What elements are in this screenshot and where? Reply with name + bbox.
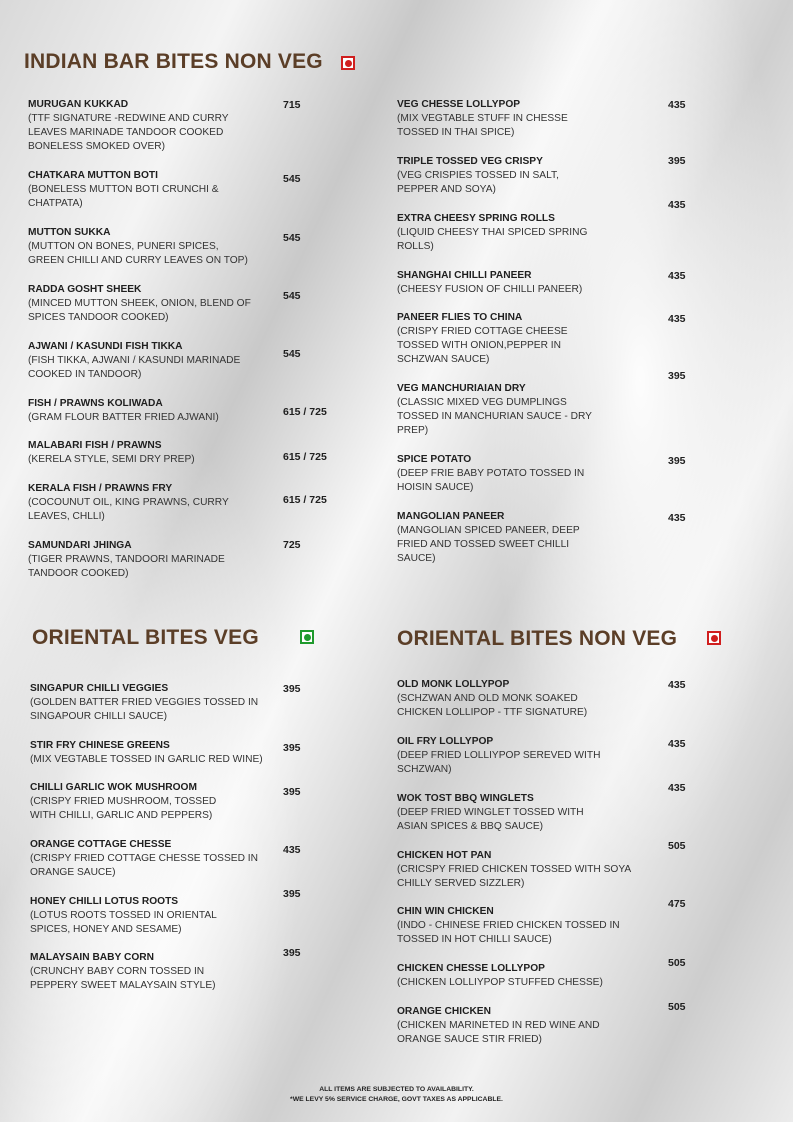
menu-item-mangolian-paneer — [397, 510, 580, 566]
item-name: SINGAPUR CHILLI VEGGIES — [30, 683, 169, 694]
item-price: 545 — [283, 348, 301, 360]
item-description: (LIQUID CHEESY THAI SPICED SPRING ROLLS) — [397, 227, 588, 252]
menu-item-chilli-garlic-wok-mushroom — [30, 781, 216, 823]
item-description: (BONELESS MUTTON BOTI CRUNCHI & CHATPATA) — [28, 184, 219, 209]
availability-note: ALL ITEMS ARE SUBJECTED TO AVAILABILITY. — [319, 1086, 474, 1093]
item-name: VEG MANCHURIAIAN DRY — [397, 383, 526, 394]
item-price: 545 — [283, 232, 301, 244]
item-description: (INDO - CHINESE FRIED CHICKEN TOSSED IN TOSSED IN HOT CHILLI SAUCE) — [397, 920, 620, 945]
item-name: CHIN WIN CHICKEN — [397, 906, 494, 917]
item-name: WOK TOST BBQ WINGLETS — [397, 793, 534, 804]
item-name: SAMUNDARI JHINGA — [28, 540, 132, 551]
item-price: 395 — [283, 786, 301, 798]
menu-item-oil-fry-lollypop — [397, 735, 600, 777]
item-description: (CHICKEN MARINETED IN RED WINE AND ORANGE SAUCE STIR FRIED) — [397, 1020, 600, 1045]
item-price: 395 — [283, 888, 301, 900]
item-name: OIL FRY LOLLYPOP — [397, 736, 494, 747]
menu-item-extra-cheesy-spring-rolls — [397, 212, 587, 254]
item-name: SPICE POTATO — [397, 454, 472, 465]
item-name: ORANGE CHICKEN — [397, 1006, 491, 1017]
item-name: STIR FRY CHINESE GREENS — [30, 740, 170, 751]
item-description: (SCHZWAN AND OLD MONK SOAKED CHICKEN LOLLIPOP - TTF SIGNATURE) — [397, 693, 588, 718]
menu-item-mutton-sukka — [28, 226, 248, 268]
item-description: (MANGOLIAN SPICED PANEER, DEEP FRIED AND TOSSED SWEET CHILLI SAUCE) — [397, 525, 580, 564]
item-description: (DEEP FRIE BABY POTATO TOSSED IN HOISIN SAUCE) — [397, 468, 585, 493]
item-price: 395 — [283, 742, 301, 754]
item-description: (CHEESY FUSION OF CHILLI PANEER) — [397, 284, 583, 295]
item-description: (CRISPY FRIED MUSHROOM, TOSSED WITH CHILLI, GARLIC AND PEPPERS) — [30, 796, 217, 821]
item-price: 475 — [668, 898, 686, 910]
menu-item-chin-win-chicken — [397, 905, 620, 947]
item-name: EXTRA CHEESY SPRING ROLLS — [397, 213, 555, 224]
menu-item-veg-chesse-lollypop — [397, 98, 568, 140]
menu-item-honey-chilli-lotus-roots — [30, 895, 217, 937]
item-name: RADDA GOSHT SHEEK — [28, 284, 142, 295]
menu-item-ajwani-kasundi-fish-tikka — [28, 340, 240, 382]
menu-item-singapur-chilli-veggies — [30, 682, 258, 724]
item-price: 395 — [668, 370, 686, 382]
item-description: (KERELA STYLE, SEMI DRY PREP) — [28, 454, 195, 465]
item-name: CHICKEN HOT PAN — [397, 850, 492, 861]
item-price: 395 — [283, 683, 301, 695]
item-price: 545 — [283, 173, 301, 185]
item-description: (LOTUS ROOTS TOSSED IN ORIENTAL SPICES, HONEY AND SESAME) — [30, 910, 217, 935]
menu-item-malabari-fish-prawns — [28, 439, 195, 467]
menu-item-spice-potato — [397, 453, 584, 495]
item-description: (COCOUNUT OIL, KING PRAWNS, CURRY LEAVES, CHLLI) — [28, 497, 229, 522]
menu-item-chicken-chesse-lollypop — [397, 962, 603, 990]
menu-item-triple-tossed-veg-crispy — [397, 155, 559, 197]
item-price: 615 / 725 — [283, 451, 327, 463]
item-price: 435 — [668, 738, 686, 750]
item-price: 615 / 725 — [283, 494, 327, 506]
non-veg-symbol-icon — [707, 631, 721, 645]
service-charge-note: *WE LEVY 5% SERVICE CHARGE, GOVT TAXES AS APPLICABLE. — [290, 1096, 503, 1103]
item-description: (MINCED MUTTON SHEEK, ONION, BLEND OF SPICES TANDOOR COOKED) — [28, 298, 251, 323]
item-name: SHANGHAI CHILLI PANEER — [397, 270, 532, 281]
item-description: (CLASSIC MIXED VEG DUMPLINGS TOSSED IN MANCHURIAN SAUCE - DRY PREP) — [397, 397, 592, 436]
footer-notes — [0, 1085, 793, 1105]
item-price: 715 — [283, 99, 301, 111]
item-price: 435 — [668, 782, 686, 794]
menu-item-radda-gosht-sheek — [28, 283, 251, 325]
item-name: MALABARI FISH / PRAWNS — [28, 440, 162, 451]
item-description: (TTF SIGNATURE -REDWINE AND CURRY LEAVES MARINADE TANDOOR COOKED BONELESS SMOKED OVER) — [28, 113, 229, 152]
menu-item-malaysain-baby-corn — [30, 951, 216, 993]
menu-item-shanghai-chilli-paneer — [397, 269, 582, 297]
item-name: HONEY CHILLI LOTUS ROOTS — [30, 896, 179, 907]
item-name: CHILLI GARLIC WOK MUSHROOM — [30, 782, 197, 793]
menu-item-orange-cottage-chesse — [30, 838, 258, 880]
non-veg-symbol-icon — [341, 56, 355, 70]
item-description: (MUTTON ON BONES, PUNERI SPICES, GREEN CHILLI AND CURRY LEAVES ON TOP) — [28, 241, 248, 266]
menu-item-stir-fry-chinese-greens — [30, 739, 263, 767]
item-description: (CRISPY FRIED COTTAGE CHEESE TOSSED WITH ONION,PEPPER IN SCHZWAN SAUCE) — [397, 326, 568, 365]
item-name: MUTTON SUKKA — [28, 227, 111, 238]
item-price: 435 — [668, 313, 686, 325]
item-description: (CRISPY FRIED COTTAGE CHESSE TOSSED IN ORANGE SAUCE) — [30, 853, 258, 878]
item-price: 435 — [668, 199, 686, 211]
menu-item-orange-chicken — [397, 1005, 600, 1047]
item-name: CHICKEN CHESSE LOLLYPOP — [397, 963, 545, 974]
item-price: 435 — [668, 679, 686, 691]
item-price: 435 — [668, 99, 686, 111]
item-description: (TIGER PRAWNS, TANDOORI MARINADE TANDOOR COOKED) — [28, 554, 225, 579]
menu-item-chatkara-mutton-boti — [28, 169, 219, 211]
section-title-oriental-non-veg: ORIENTAL BITES NON VEG — [397, 627, 678, 650]
item-description: (FISH TIKKA, AJWANI / KASUNDI MARINADE COOKED IN TANDOOR) — [28, 355, 241, 380]
item-price: 505 — [668, 957, 686, 969]
item-name: CHATKARA MUTTON BOTI — [28, 170, 158, 181]
veg-symbol-icon — [300, 630, 314, 644]
item-price: 435 — [668, 512, 686, 524]
item-name: FISH / PRAWNS KOLIWADA — [28, 398, 163, 409]
item-description: (VEG CRISPIES TOSSED IN SALT, PEPPER AND SOYA) — [397, 170, 559, 195]
item-price: 505 — [668, 840, 686, 852]
menu-item-murugan-kukkad — [28, 98, 229, 154]
menu-item-samundari-jhinga — [28, 539, 225, 581]
item-price: 395 — [668, 155, 686, 167]
menu-item-veg-manchuriaian-dry — [397, 382, 592, 438]
item-price: 435 — [668, 270, 686, 282]
item-name: TRIPLE TOSSED VEG CRISPY — [397, 156, 543, 167]
item-name: AJWANI / KASUNDI FISH TIKKA — [28, 341, 183, 352]
item-name: PANEER FLIES TO CHINA — [397, 312, 523, 323]
menu-item-paneer-flies-to-china — [397, 311, 568, 367]
menu-item-fish-prawns-koliwada — [28, 397, 219, 425]
item-name: MANGOLIAN PANEER — [397, 511, 505, 522]
item-name: OLD MONK LOLLYPOP — [397, 679, 510, 690]
item-price: 725 — [283, 539, 301, 551]
item-name: ORANGE COTTAGE CHESSE — [30, 839, 172, 850]
item-price: 545 — [283, 290, 301, 302]
item-description: (CHICKEN LOLLIYPOP STUFFED CHESSE) — [397, 977, 603, 988]
item-name: MURUGAN KUKKAD — [28, 99, 129, 110]
item-description: (MIX VEGTABLE STUFF IN CHESSE TOSSED IN THAI SPICE) — [397, 113, 568, 138]
item-description: (DEEP FRIED WINGLET TOSSED WITH ASIAN SPICES & BBQ SAUCE) — [397, 807, 584, 832]
menu-item-kerala-fish-prawns-fry — [28, 482, 229, 524]
item-price: 395 — [668, 455, 686, 467]
item-description: (MIX VEGTABLE TOSSED IN GARLIC RED WINE) — [30, 754, 263, 765]
menu-item-chicken-hot-pan — [397, 849, 631, 891]
item-description: (DEEP FRIED LOLLIYPOP SEREVED WITH SCHZWAN) — [397, 750, 601, 775]
section-title-indian-non-veg: INDIAN BAR BITES NON VEG — [24, 50, 323, 73]
item-price: 395 — [283, 947, 301, 959]
item-description: (GOLDEN BATTER FRIED VEGGIES TOSSED IN SINGAPOUR CHILLI SAUCE) — [30, 697, 259, 722]
item-price: 615 / 725 — [283, 406, 327, 418]
item-description: (GRAM FLOUR BATTER FRIED AJWANI) — [28, 412, 219, 423]
item-price: 505 — [668, 1001, 686, 1013]
item-description: (CRUNCHY BABY CORN TOSSED IN PEPPERY SWEET MALAYSAIN STYLE) — [30, 966, 216, 991]
menu-item-old-monk-lollypop — [397, 678, 587, 720]
item-name: VEG CHESSE LOLLYPOP — [397, 99, 521, 110]
section-title-oriental-veg: ORIENTAL BITES VEG — [32, 626, 259, 649]
item-description: (CRICSPY FRIED CHICKEN TOSSED WITH SOYA CHILLY SERVED SIZZLER) — [397, 864, 632, 889]
menu-item-wok-tost-bbq-winglets — [397, 792, 584, 834]
item-price: 435 — [283, 844, 301, 856]
item-name: KERALA FISH / PRAWNS FRY — [28, 483, 173, 494]
item-name: MALAYSAIN BABY CORN — [30, 952, 154, 963]
